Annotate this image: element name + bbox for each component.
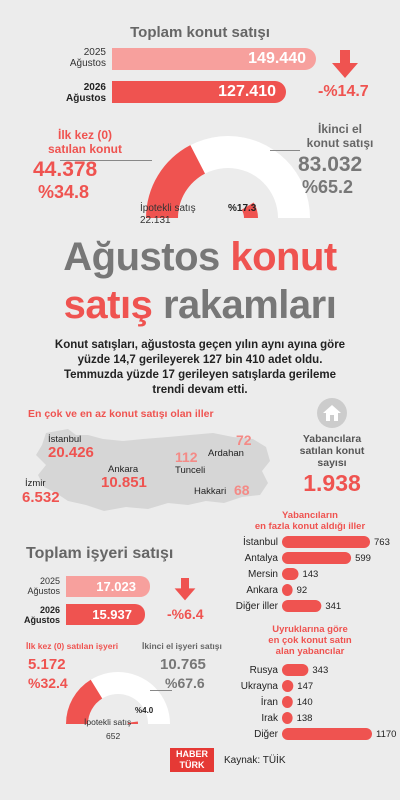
source-text: Kaynak: TÜİK xyxy=(224,755,286,766)
city-istanbul-label: İstanbul xyxy=(48,434,82,445)
bar xyxy=(282,664,308,676)
bar xyxy=(282,728,372,740)
workplace-first-value: 5.172 xyxy=(28,656,66,673)
workplace-year-2025: 2025 Ağustos xyxy=(27,576,60,596)
bar-value: 341 xyxy=(325,601,342,613)
bar-value: 92 xyxy=(296,585,308,597)
bar xyxy=(282,696,293,708)
headline-red-part2: satış xyxy=(63,283,153,327)
arrow-down-icon xyxy=(330,50,360,80)
first-sale-label: İlk kez (0) satılan konut xyxy=(47,128,122,156)
workplace-first-label: İlk kez (0) satılan işyeri xyxy=(26,641,119,651)
bar xyxy=(282,568,298,580)
headline-red-part: konut xyxy=(230,235,337,279)
bar-label: Irak xyxy=(261,713,278,725)
workplace-mortgage-label: İpotekli satış xyxy=(84,717,132,727)
bar xyxy=(282,712,293,724)
bar-value: 343 xyxy=(312,665,329,677)
workplace-value-2026: 15.937 xyxy=(92,607,132,622)
foreign-cities-chart xyxy=(218,534,398,616)
workplace-second-value: 10.765 xyxy=(160,656,206,673)
intro-paragraph: Konut satışları, ağustosta geçen yılın aynı ayına göre yüzde 14,7 gerileyerek 127 bin 410 adet oldu. Temmuzda yüzde 17 gerileyen satışlarda gerileme trendi devam etti. xyxy=(54,339,346,396)
housing-sales-title: Toplam konut satışı xyxy=(130,24,270,41)
second-hand-value: 83.032 xyxy=(298,153,363,176)
first-sale-pct: %34.8 xyxy=(38,182,90,202)
city-izmir-label: İzmir xyxy=(25,478,46,489)
housing-value-2025: 149.440 xyxy=(248,50,306,67)
housing-change: -%14.7 xyxy=(318,83,369,100)
bar-label: Mersin xyxy=(247,569,278,581)
nationalities-chart xyxy=(218,662,398,742)
mortgage-label: İpotekli satış xyxy=(140,203,196,214)
workplace-year-2026: 2026 Ağustos xyxy=(24,605,60,625)
bar-label: İran xyxy=(260,697,278,709)
city-izmir-value: 6.532 xyxy=(22,489,60,506)
house-icon xyxy=(317,398,347,428)
city-tunceli-value: 112 xyxy=(175,449,198,465)
bar-value: 763 xyxy=(374,537,390,549)
bar-label: Ukrayna xyxy=(240,681,278,693)
year-label-2026: 2026 Ağustos xyxy=(66,82,106,104)
year-label-2025: 2025 Ağustos xyxy=(69,47,106,69)
haberturk-logo: HABER TÜRK xyxy=(170,748,214,772)
bar-label: Diğer iller xyxy=(235,601,278,613)
city-hakkari-label: Hakkari xyxy=(194,486,227,497)
foreign-sales-label: Yabancılara satılan konut sayısı xyxy=(299,433,365,469)
foreign-cities-title: Yabancıların en fazla konut aldığı iller xyxy=(254,510,366,532)
bar-label: İstanbul xyxy=(242,537,278,549)
bar xyxy=(282,536,370,548)
headline-grey-part2: rakamları xyxy=(162,283,337,327)
bar-label: Rusya xyxy=(249,665,278,677)
housing-value-2026: 127.410 xyxy=(218,83,276,100)
workplace-title: Toplam işyeri satışı xyxy=(26,545,174,562)
first-sale-value: 44.378 xyxy=(33,158,98,181)
city-istanbul-value: 20.426 xyxy=(48,444,94,461)
workplace-mortgage-pct: %4.0 xyxy=(135,706,154,715)
map-title: En çok ve en az konut satışı olan iller xyxy=(28,408,214,420)
city-ardahan-label: Ardahan xyxy=(208,448,244,459)
city-hakkari-value: 68 xyxy=(234,482,250,498)
bar-value: 1170 xyxy=(376,729,397,741)
headline-line1 xyxy=(0,235,400,280)
workplace-value-2025: 17.023 xyxy=(96,579,136,594)
workplace-mortgage-value: 652 xyxy=(106,731,121,741)
mortgage-pct: %17.3 xyxy=(228,203,257,214)
arrow-down-icon xyxy=(173,578,197,602)
foreign-sales-value: 1.938 xyxy=(303,470,361,496)
workplace-change: -%6.4 xyxy=(167,606,204,622)
bar xyxy=(282,552,351,564)
bar-label: Ankara xyxy=(246,585,278,597)
bar-value: 140 xyxy=(296,697,313,709)
city-ankara-label: Ankara xyxy=(108,464,139,475)
second-hand-pct: %65.2 xyxy=(302,177,354,197)
bar-value: 147 xyxy=(297,681,314,693)
workplace-second-label: İkinci el işyeri satışı xyxy=(142,641,222,651)
workplace-first-pct: %32.4 xyxy=(28,675,68,691)
bar-value: 599 xyxy=(355,553,371,565)
bar-value: 143 xyxy=(302,569,319,581)
city-ankara-value: 10.851 xyxy=(101,474,147,491)
bar-value: 138 xyxy=(296,713,313,725)
city-ardahan-value: 72 xyxy=(236,432,252,448)
nationalities-title: Uyruklarına göre en çok konut satın alan yabancılar xyxy=(268,624,352,657)
second-hand-label: İkinci el konut satışı xyxy=(306,122,374,150)
bar xyxy=(282,600,321,612)
bar xyxy=(282,584,293,596)
bar xyxy=(282,680,293,692)
city-tunceli-label: Tunceli xyxy=(175,465,206,476)
headline-line2 xyxy=(0,283,400,328)
mortgage-value: 22.131 xyxy=(140,215,171,226)
bar-label: Diğer xyxy=(254,729,278,741)
bar-label: Antalya xyxy=(244,553,278,565)
second-hand-pointer-line xyxy=(270,150,300,151)
workplace-second-pct: %67.6 xyxy=(165,675,205,691)
headline-grey-part: Ağustos xyxy=(63,235,220,279)
